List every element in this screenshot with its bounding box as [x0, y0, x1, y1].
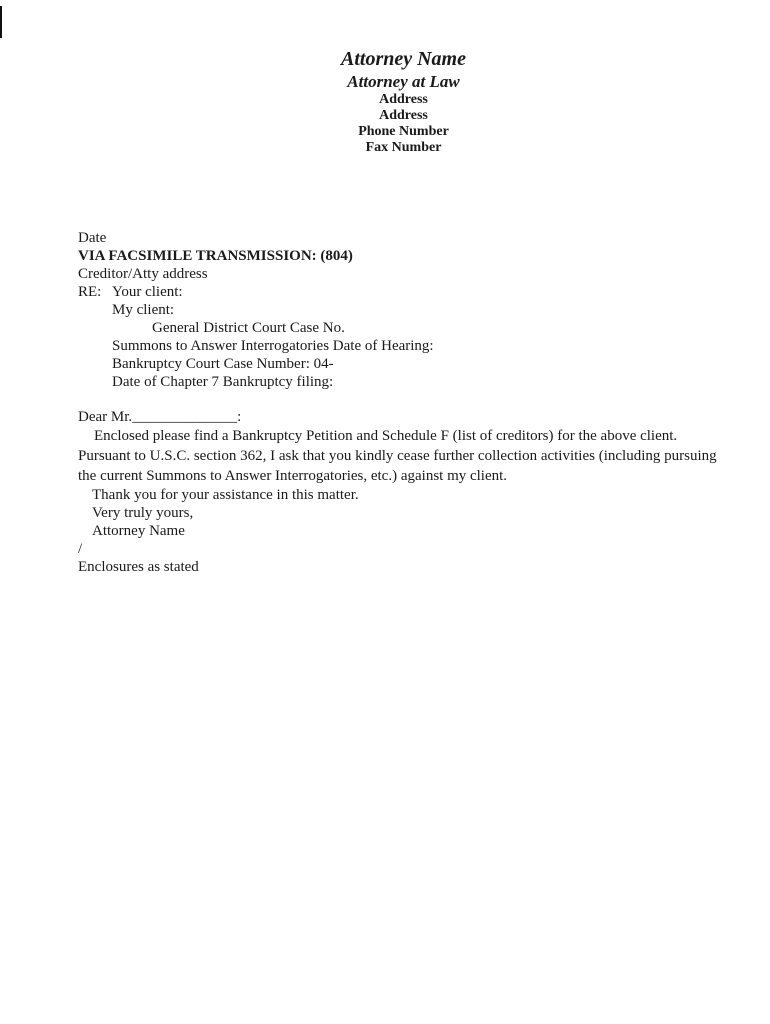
re-line-your-client-text: Your client: — [112, 284, 183, 300]
letterhead-phone-line: Phone Number — [358, 124, 449, 139]
letterhead-address-line-1: Address — [379, 92, 428, 107]
letterhead-address-line-2: Address — [379, 108, 428, 123]
date-line: Date — [78, 230, 107, 246]
letter-body — [78, 229, 733, 576]
letterhead — [83, 48, 724, 156]
closing-line: Very truly yours, — [92, 505, 194, 521]
re-line-bankruptcy-case: Bankruptcy Court Case Number: 04- — [112, 356, 334, 372]
re-line-your-client — [78, 283, 733, 301]
letterhead-attorney-name: Attorney Name — [341, 48, 466, 70]
recipient-line: Creditor/Atty address — [78, 266, 208, 282]
re-block — [78, 283, 733, 391]
re-line-court-case-no: General District Court Case No. — [152, 320, 345, 336]
salutation-line: Dear Mr.______________: — [78, 409, 242, 425]
via-facsimile-line: VIA FACSIMILE TRANSMISSION: (804) — [78, 248, 353, 264]
signature-name-line: Attorney Name — [92, 523, 185, 539]
enclosures-line: Enclosures as stated — [78, 559, 199, 575]
letterhead-attorney-title: Attorney at Law — [347, 72, 460, 91]
initials-slash-line: / — [78, 541, 83, 557]
re-line-my-client: My client: — [112, 302, 175, 318]
letterhead-fax-line: Fax Number — [365, 140, 442, 155]
body-paragraph: Enclosed please find a Bankruptcy Petition and Schedule F (list of creditors) for the above client. Pursuant to U.S.C. section 362, I ask that you kindly cease further collection activities (including pursuing the current Summons to Answer Interrogatories, etc.) against my client. — [78, 428, 717, 484]
re-label: RE: — [78, 284, 102, 300]
re-line-chapter7-filing: Date of Chapter 7 Bankruptcy filing: — [112, 374, 334, 390]
re-line-summons-hearing: Summons to Answer Interrogatories Date of Hearing: — [112, 338, 434, 354]
thanks-line: Thank you for your assistance in this matter. — [92, 487, 359, 503]
scan-artifact-mark — [0, 6, 2, 38]
